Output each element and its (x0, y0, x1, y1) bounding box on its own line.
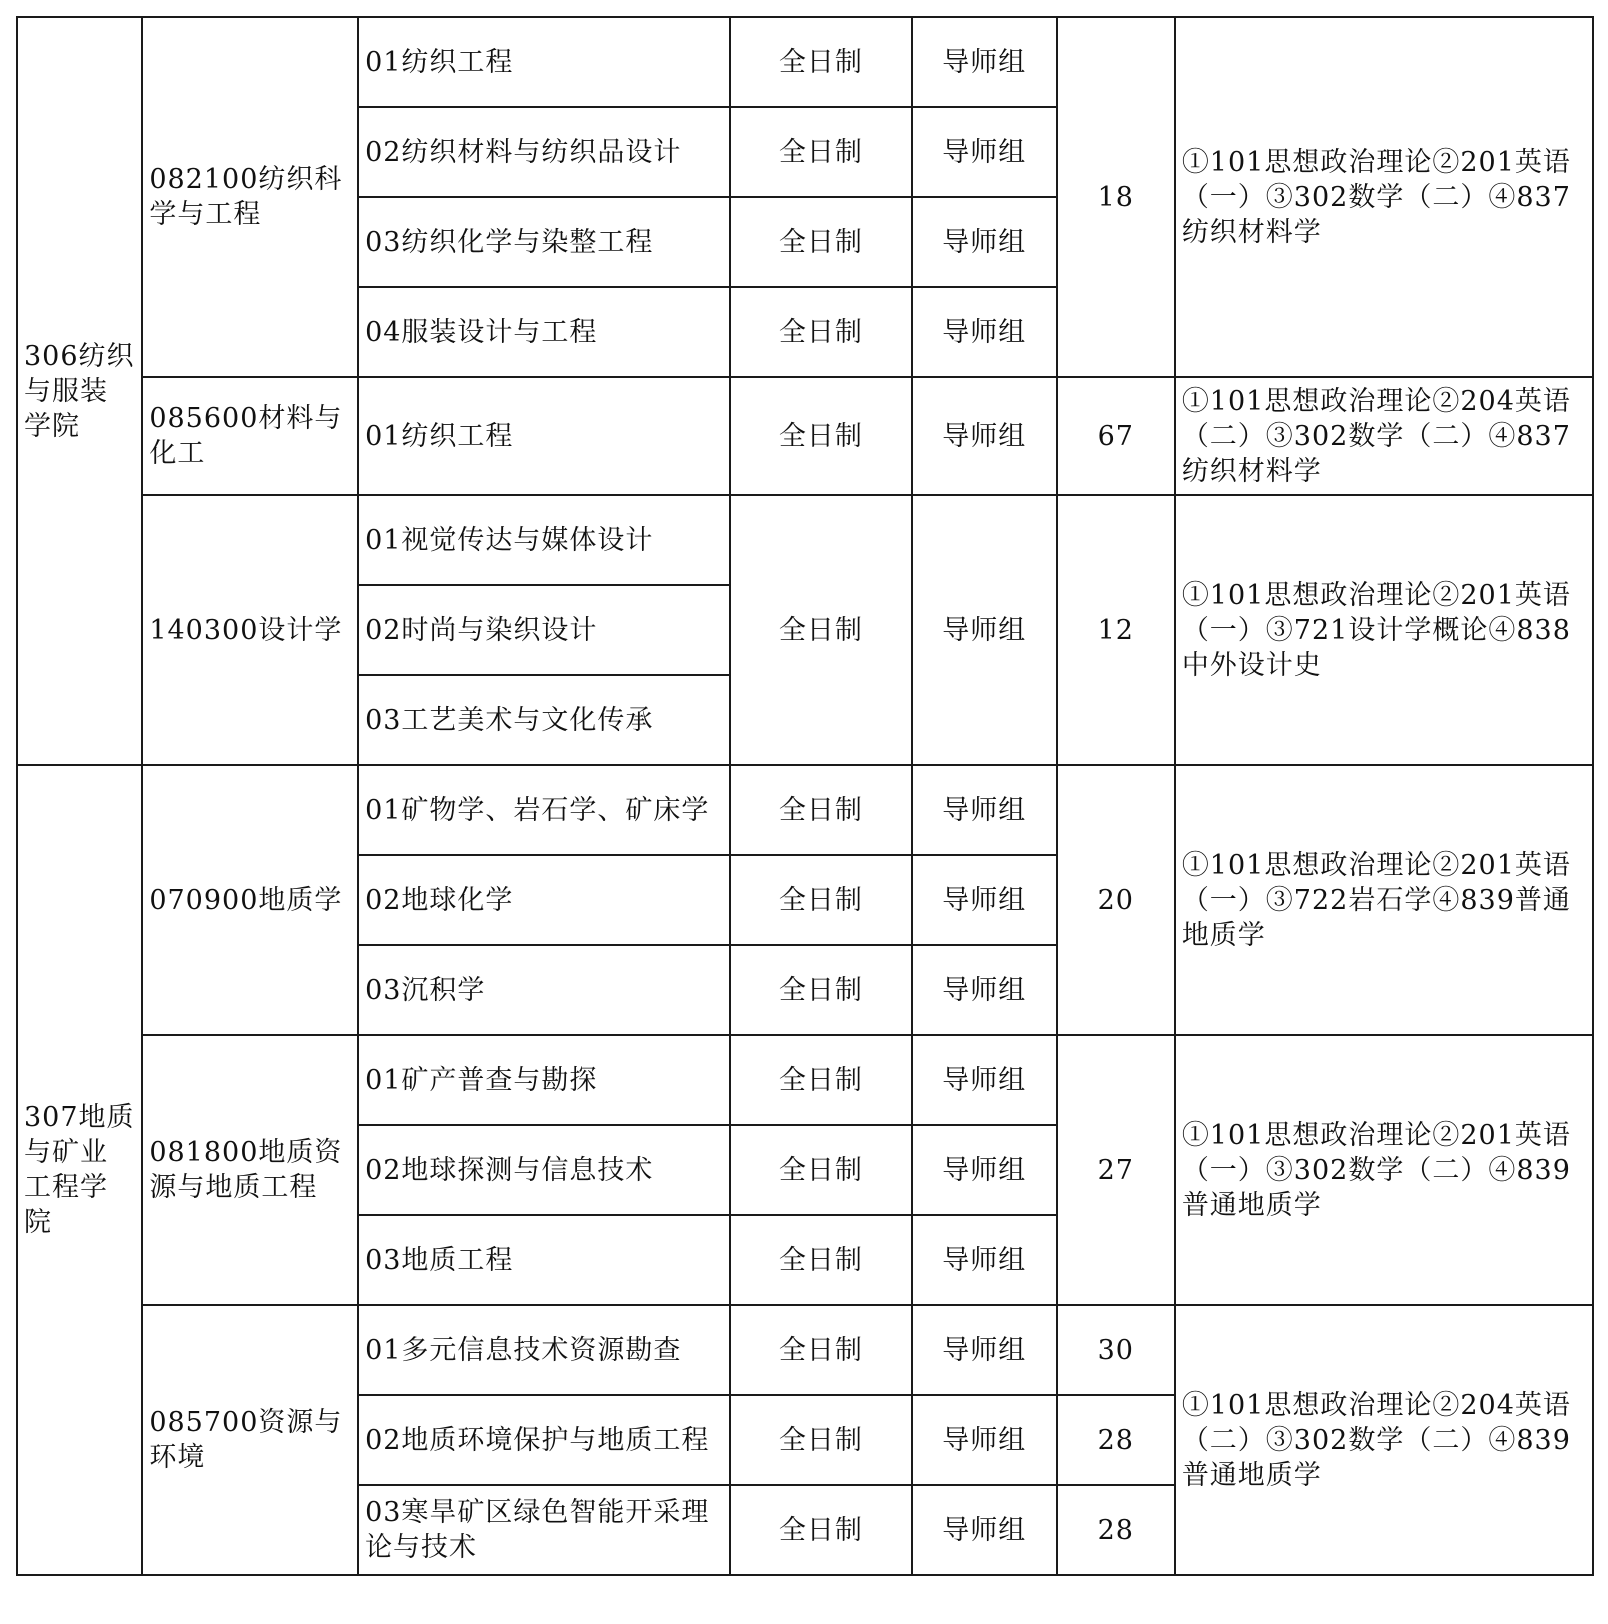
exam-subjects-cell: ①101思想政治理论②201英语（一）③722岩石学④839普通地质学 (1175, 765, 1593, 1035)
direction-cell: 04服装设计与工程 (358, 287, 730, 377)
supervisor-cell: 导师组 (912, 765, 1057, 855)
supervisor-cell: 导师组 (912, 287, 1057, 377)
supervisor-cell: 导师组 (912, 197, 1057, 287)
direction-cell: 02纺织材料与纺织品设计 (358, 107, 730, 197)
table-row (17, 1305, 1593, 1395)
study-mode-cell: 全日制 (730, 17, 912, 107)
study-mode-cell: 全日制 (730, 287, 912, 377)
study-mode-cell: 全日制 (730, 765, 912, 855)
quota-cell: 27 (1057, 1035, 1175, 1305)
supervisor-cell: 导师组 (912, 1395, 1057, 1485)
supervisor-cell: 导师组 (912, 1035, 1057, 1125)
direction-cell: 03工艺美术与文化传承 (358, 675, 730, 765)
supervisor-cell: 导师组 (912, 1485, 1057, 1575)
supervisor-cell: 导师组 (912, 1305, 1057, 1395)
study-mode-cell: 全日制 (730, 855, 912, 945)
supervisor-cell: 导师组 (912, 1215, 1057, 1305)
exam-subjects-cell: ①101思想政治理论②201英语（一）③721设计学概论④838中外设计史 (1175, 495, 1593, 765)
table-row (17, 1035, 1593, 1125)
direction-cell: 01纺织工程 (358, 17, 730, 107)
major-name-cell: 085700资源与环境 (142, 1305, 358, 1575)
direction-cell: 02时尚与染织设计 (358, 585, 730, 675)
supervisor-cell: 导师组 (912, 17, 1057, 107)
quota-cell: 28 (1057, 1485, 1175, 1575)
admissions-table (16, 16, 1594, 1576)
study-mode-cell: 全日制 (730, 945, 912, 1035)
college-name-cell: 307地质与矿业工程学院 (17, 765, 142, 1575)
quota-cell: 30 (1057, 1305, 1175, 1395)
major-name-cell: 085600材料与化工 (142, 377, 358, 495)
table-row (17, 377, 1593, 495)
direction-cell: 01视觉传达与媒体设计 (358, 495, 730, 585)
study-mode-cell: 全日制 (730, 107, 912, 197)
direction-cell: 02地质环境保护与地质工程 (358, 1395, 730, 1485)
supervisor-cell: 导师组 (912, 107, 1057, 197)
quota-cell: 67 (1057, 377, 1175, 495)
quota-cell: 20 (1057, 765, 1175, 1035)
quota-cell: 12 (1057, 495, 1175, 765)
exam-subjects-cell: ①101思想政治理论②201英语（一）③302数学（二）④837纺织材料学 (1175, 17, 1593, 377)
exam-subjects-cell: ①101思想政治理论②204英语（二）③302数学（二）④837纺织材料学 (1175, 377, 1593, 495)
supervisor-cell: 导师组 (912, 855, 1057, 945)
college-name-cell: 306纺织与服装学院 (17, 17, 142, 765)
direction-cell: 02地球化学 (358, 855, 730, 945)
study-mode-cell: 全日制 (730, 1485, 912, 1575)
direction-cell: 03纺织化学与染整工程 (358, 197, 730, 287)
major-name-cell: 082100纺织科学与工程 (142, 17, 358, 377)
study-mode-cell: 全日制 (730, 1395, 912, 1485)
major-name-cell: 070900地质学 (142, 765, 358, 1035)
exam-subjects-cell: ①101思想政治理论②201英语（一）③302数学（二）④839普通地质学 (1175, 1035, 1593, 1305)
study-mode-cell: 全日制 (730, 197, 912, 287)
direction-cell: 01矿物学、岩石学、矿床学 (358, 765, 730, 855)
quota-cell: 18 (1057, 17, 1175, 377)
major-name-cell: 140300设计学 (142, 495, 358, 765)
direction-cell: 03地质工程 (358, 1215, 730, 1305)
direction-cell: 03沉积学 (358, 945, 730, 1035)
table-row (17, 495, 1593, 585)
direction-cell: 02地球探测与信息技术 (358, 1125, 730, 1215)
supervisor-cell: 导师组 (912, 1125, 1057, 1215)
major-name-cell: 081800地质资源与地质工程 (142, 1035, 358, 1305)
supervisor-cell: 导师组 (912, 945, 1057, 1035)
study-mode-cell: 全日制 (730, 1305, 912, 1395)
supervisor-cell: 导师组 (912, 495, 1057, 765)
table-row (17, 765, 1593, 855)
direction-cell: 01多元信息技术资源勘查 (358, 1305, 730, 1395)
direction-cell: 01纺织工程 (358, 377, 730, 495)
study-mode-cell: 全日制 (730, 495, 912, 765)
study-mode-cell: 全日制 (730, 1125, 912, 1215)
supervisor-cell: 导师组 (912, 377, 1057, 495)
direction-cell: 03寒旱矿区绿色智能开采理论与技术 (358, 1485, 730, 1575)
table-row (17, 17, 1593, 107)
study-mode-cell: 全日制 (730, 1035, 912, 1125)
quota-cell: 28 (1057, 1395, 1175, 1485)
study-mode-cell: 全日制 (730, 377, 912, 495)
exam-subjects-cell: ①101思想政治理论②204英语（二）③302数学（二）④839普通地质学 (1175, 1305, 1593, 1575)
study-mode-cell: 全日制 (730, 1215, 912, 1305)
direction-cell: 01矿产普查与勘探 (358, 1035, 730, 1125)
